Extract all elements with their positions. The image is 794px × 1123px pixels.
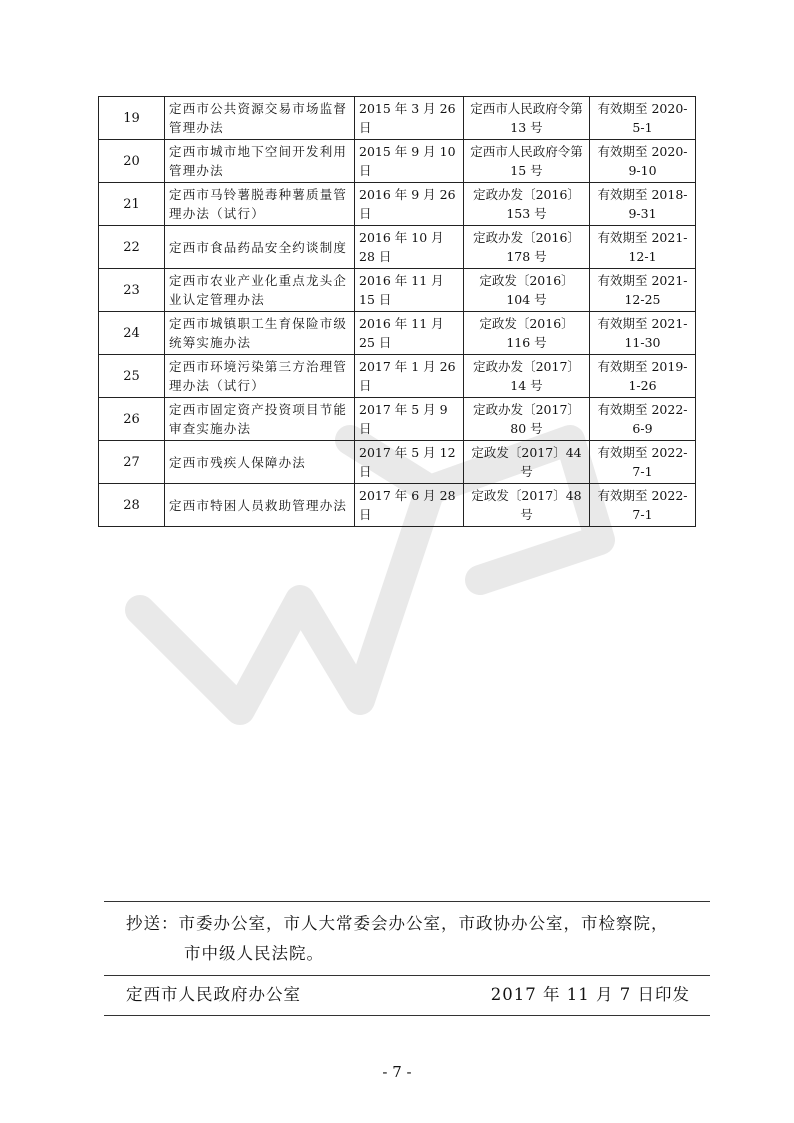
cell-doc: 定西市人民政府令第 15 号 bbox=[464, 140, 590, 183]
table-row bbox=[99, 484, 696, 527]
cell-doc: 定政办发〔2016〕153 号 bbox=[464, 183, 590, 226]
cell-valid: 有效期至 2019-1-26 bbox=[590, 355, 696, 398]
cell-num: 22 bbox=[99, 226, 165, 269]
table-row bbox=[99, 355, 696, 398]
cell-name: 定西市公共资源交易市场监督管理办法 bbox=[165, 97, 355, 140]
issue-footer bbox=[104, 971, 710, 1016]
table-row bbox=[99, 398, 696, 441]
cell-date: 2015 年 9 月 10 日 bbox=[355, 140, 464, 183]
cell-name: 定西市环境污染第三方治理管理办法（试行） bbox=[165, 355, 355, 398]
table-row bbox=[99, 183, 696, 226]
cell-doc: 定政发〔2016〕116 号 bbox=[464, 312, 590, 355]
table-row bbox=[99, 226, 696, 269]
cell-name: 定西市残疾人保障办法 bbox=[165, 441, 355, 484]
cell-valid: 有效期至 2022-7-1 bbox=[590, 484, 696, 527]
cell-date: 2017 年 5 月 9 日 bbox=[355, 398, 464, 441]
page-number: - 7 - bbox=[382, 1063, 412, 1081]
cell-valid: 有效期至 2021-12-1 bbox=[590, 226, 696, 269]
cell-num: 19 bbox=[99, 97, 165, 140]
cell-num: 27 bbox=[99, 441, 165, 484]
table-row bbox=[99, 312, 696, 355]
cell-date: 2017 年 5 月 12 日 bbox=[355, 441, 464, 484]
cell-doc: 定政发〔2016〕104 号 bbox=[464, 269, 590, 312]
cell-name: 定西市马铃薯脱毒种薯质量管理办法（试行） bbox=[165, 183, 355, 226]
cell-doc: 定政办发〔2016〕178 号 bbox=[464, 226, 590, 269]
cell-num: 23 bbox=[99, 269, 165, 312]
table-row bbox=[99, 269, 696, 312]
cell-doc: 定西市人民政府令第 13 号 bbox=[464, 97, 590, 140]
cell-valid: 有效期至 2022-6-9 bbox=[590, 398, 696, 441]
cell-name: 定西市食品药品安全约谈制度 bbox=[165, 226, 355, 269]
cell-num: 25 bbox=[99, 355, 165, 398]
cell-name: 定西市城镇职工生育保险市级统筹实施办法 bbox=[165, 312, 355, 355]
cell-num: 26 bbox=[99, 398, 165, 441]
issuing-office: 定西市人民政府办公室 bbox=[126, 985, 301, 1004]
table-row bbox=[99, 140, 696, 183]
cell-doc: 定政办发〔2017〕14 号 bbox=[464, 355, 590, 398]
cc-line-1: 抄送：市委办公室，市人大常委会办公室，市政协办公室，市检察院， bbox=[126, 914, 669, 933]
issue-date: 2017 年 11 月 7 日印发 bbox=[490, 985, 690, 1004]
cell-valid: 有效期至 2021-12-25 bbox=[590, 269, 696, 312]
cell-date: 2015 年 3 月 26 日 bbox=[355, 97, 464, 140]
table-row bbox=[99, 97, 696, 140]
cell-date: 2016 年 9 月 26 日 bbox=[355, 183, 464, 226]
cell-name: 定西市农业产业化重点龙头企业认定管理办法 bbox=[165, 269, 355, 312]
cell-valid: 有效期至 2020-9-10 bbox=[590, 140, 696, 183]
cc-line-2: 市中级人民法院。 bbox=[184, 944, 324, 963]
cell-valid: 有效期至 2020-5-1 bbox=[590, 97, 696, 140]
cc-section bbox=[104, 901, 710, 976]
cell-name: 定西市固定资产投资项目节能审查实施办法 bbox=[165, 398, 355, 441]
cell-name: 定西市城市地下空间开发利用管理办法 bbox=[165, 140, 355, 183]
cell-doc: 定政发〔2017〕44 号 bbox=[464, 441, 590, 484]
cell-num: 24 bbox=[99, 312, 165, 355]
cell-valid: 有效期至 2022-7-1 bbox=[590, 441, 696, 484]
cell-doc: 定政办发〔2017〕80 号 bbox=[464, 398, 590, 441]
cell-date: 2016 年 11 月 15 日 bbox=[355, 269, 464, 312]
regulations-table bbox=[98, 96, 696, 527]
cell-num: 28 bbox=[99, 484, 165, 527]
cell-valid: 有效期至 2018-9-31 bbox=[590, 183, 696, 226]
cell-name: 定西市特困人员救助管理办法 bbox=[165, 484, 355, 527]
cell-num: 21 bbox=[99, 183, 165, 226]
cell-date: 2017 年 6 月 28 日 bbox=[355, 484, 464, 527]
cell-date: 2016 年 10 月 28 日 bbox=[355, 226, 464, 269]
cell-doc: 定政发〔2017〕48 号 bbox=[464, 484, 590, 527]
cell-date: 2017 年 1 月 26 日 bbox=[355, 355, 464, 398]
cell-num: 20 bbox=[99, 140, 165, 183]
table-row bbox=[99, 441, 696, 484]
cell-valid: 有效期至 2021-11-30 bbox=[590, 312, 696, 355]
cell-date: 2016 年 11 月 25 日 bbox=[355, 312, 464, 355]
